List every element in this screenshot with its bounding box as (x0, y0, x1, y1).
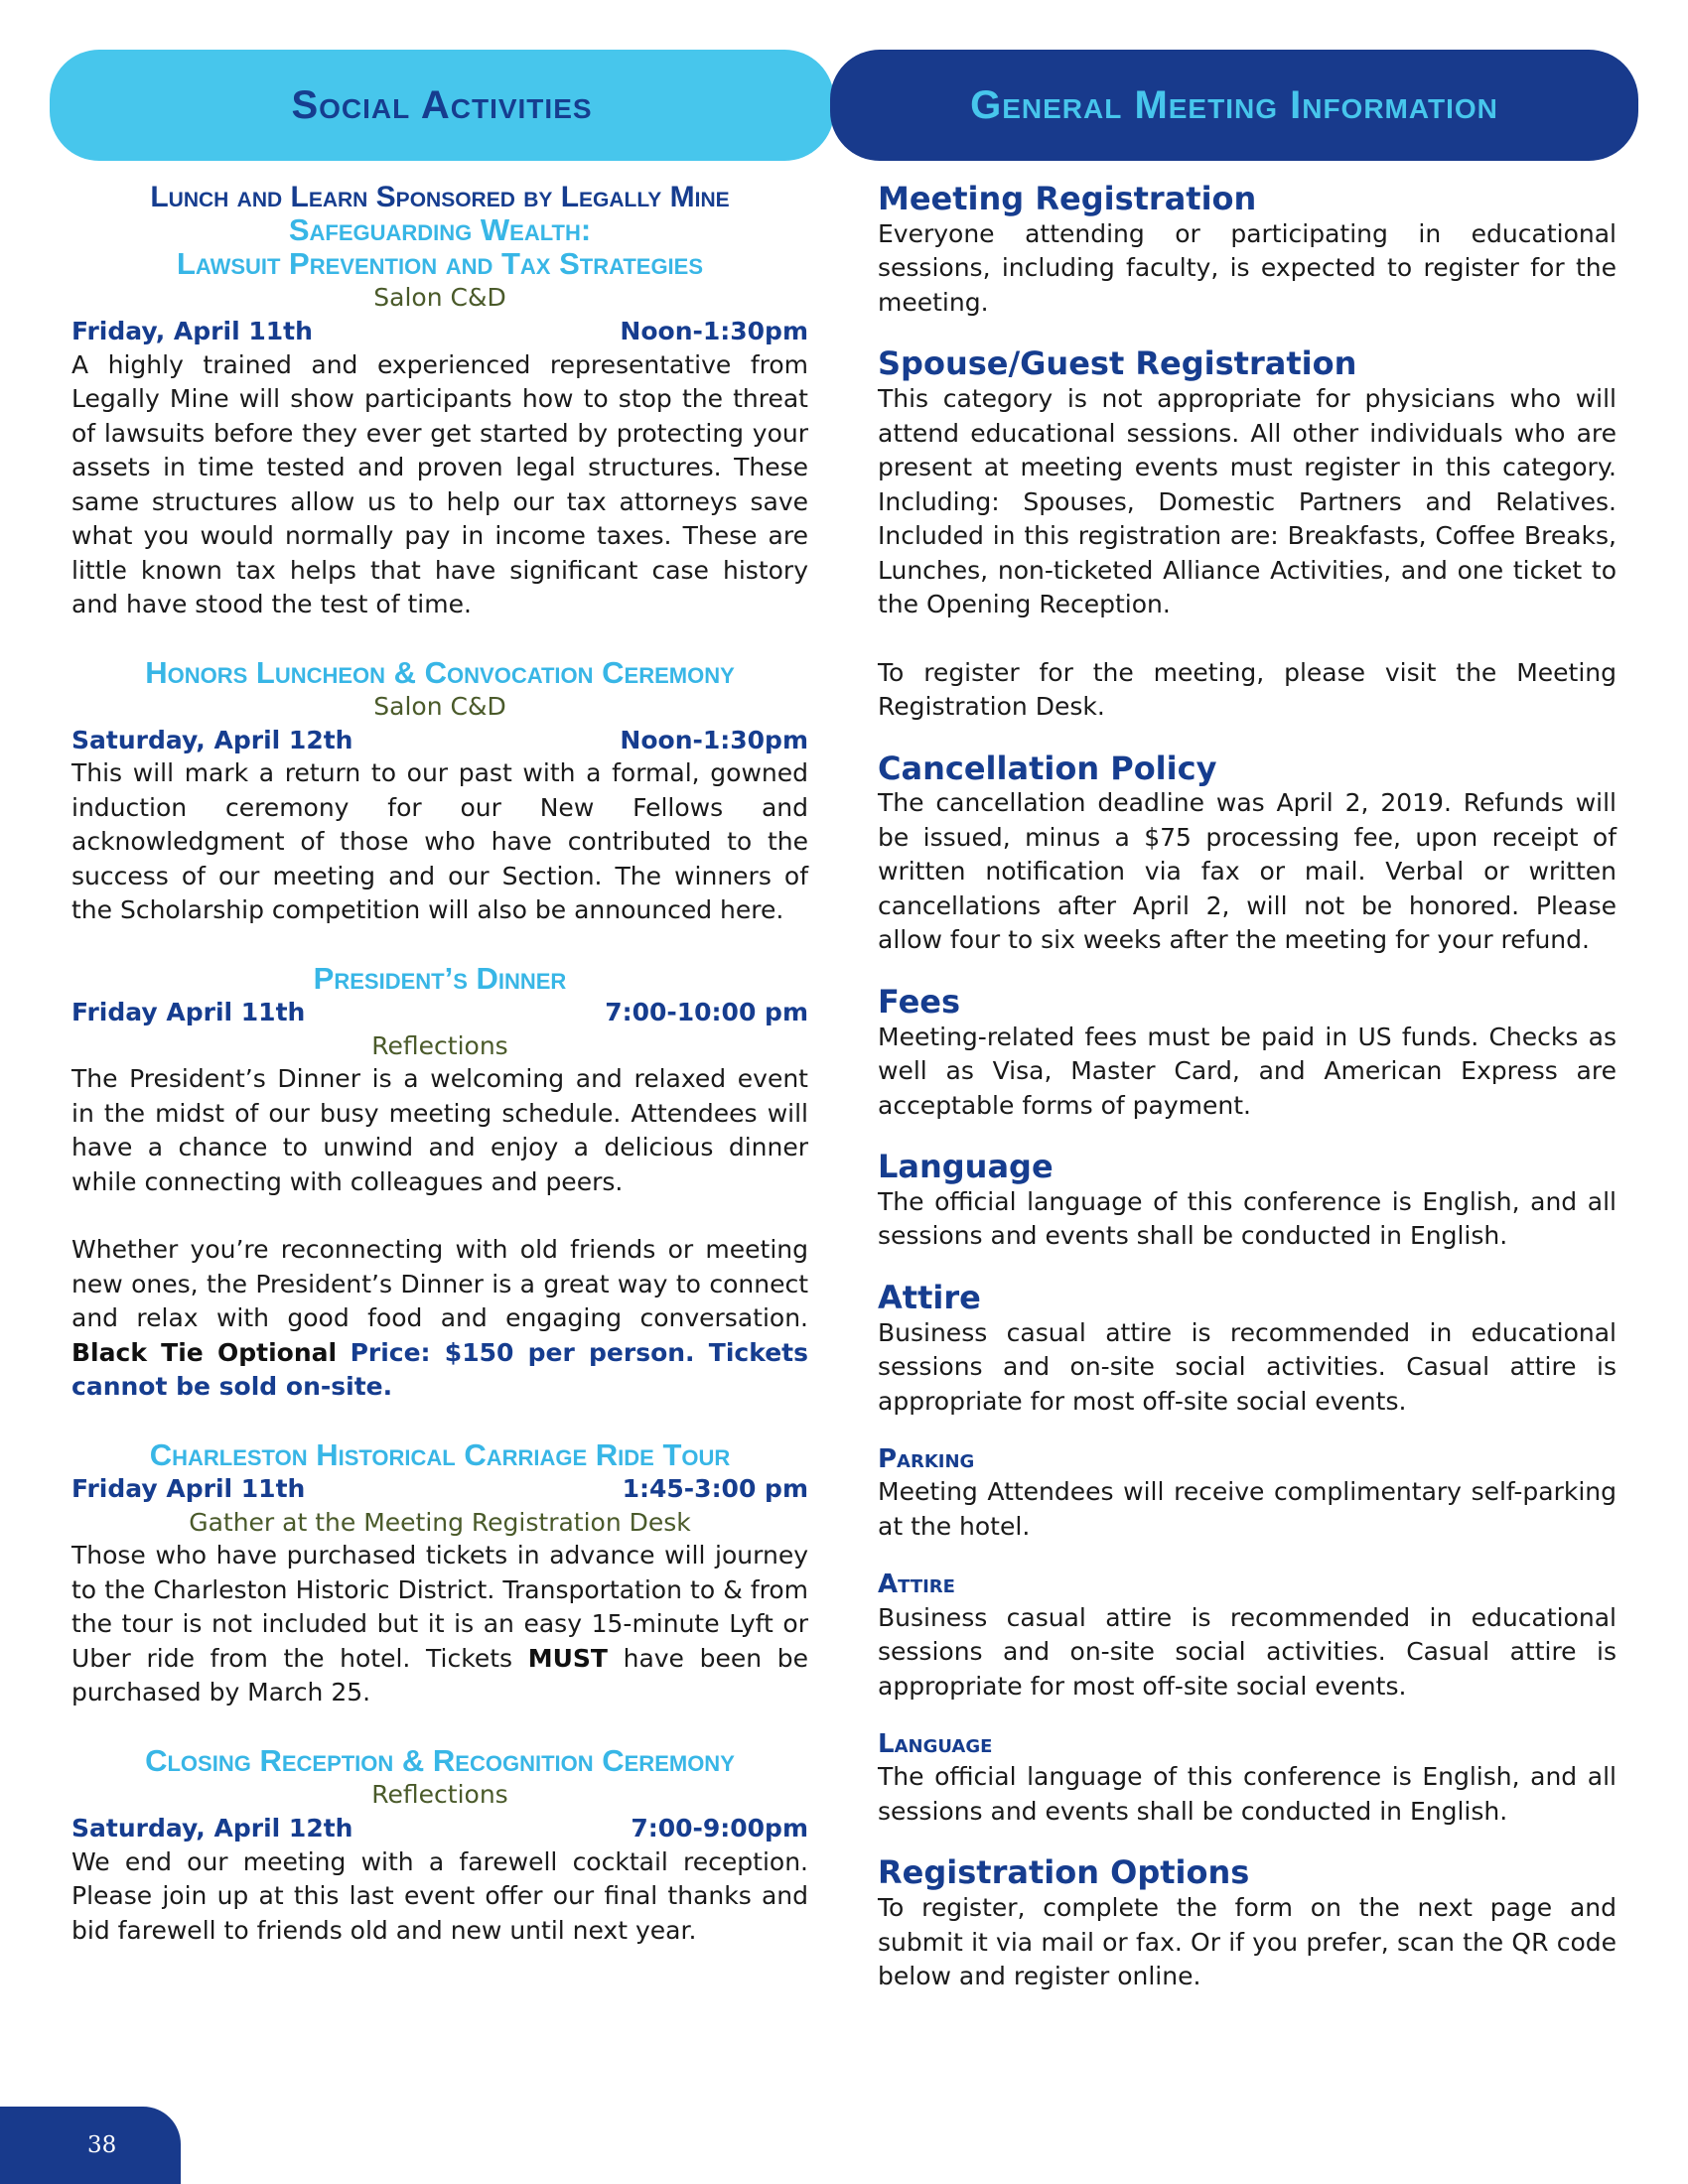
cancellation-section (878, 751, 1617, 958)
honors-datetime (71, 724, 808, 757)
closing-reception-section (71, 1744, 808, 1948)
honors-luncheon-section (71, 656, 808, 928)
attire-body: Business casual attire is recommended in educational sessions and on-site social activities. Casual attire is appropriate for most off-site social events. (878, 1317, 1617, 1416)
carriage-title: Charleston Historical Carriage Ride Tour (149, 1436, 731, 1472)
dinner-price: Price: $150 per person. Tickets cannot be sold on-site. (71, 1337, 808, 1402)
dinner-dress-code: Black Tie Optional (71, 1337, 338, 1367)
presidents-dinner-section (71, 962, 808, 1405)
closing-time: 7:00-9:00pm (631, 1813, 808, 1843)
attire-heading-2: Attire (878, 1570, 955, 1600)
language-heading: Language (878, 1148, 1054, 1186)
cancellation-heading: Cancellation Policy (878, 749, 1217, 787)
honors-venue: Salon C&D (373, 691, 506, 721)
meeting-registration-heading: Meeting Registration (878, 180, 1257, 217)
language-heading-2: Language (878, 1729, 993, 1760)
general-meeting-info-header: General Meeting Information (830, 50, 1638, 161)
carriage-time: 1:45-3:00 pm (622, 1473, 808, 1503)
page-number-tab (0, 2107, 181, 2184)
lunch-venue: Salon C&D (373, 283, 506, 313)
attire-heading: Attire (878, 1278, 981, 1316)
carriage-must: MUST (527, 1643, 608, 1673)
meeting-registration-body: Everyone attending or participating in educational sessions, including faculty, is expected to register for the meeting. (878, 218, 1617, 317)
fees-heading: Fees (878, 982, 961, 1021)
page-number: 38 (87, 2132, 117, 2158)
language-section-2 (878, 1729, 1617, 1829)
lunch-subtitle-1: Safeguarding Wealth: (288, 212, 592, 247)
general-info-column (878, 181, 1617, 2020)
lunch-datetime (71, 315, 808, 348)
lunch-body: A highly trained and experienced representative from Legally Mine will show participants how to stop the threat of lawsuits before they ever get started by protecting your assets in time tested and proven legal structures. These same structures allow us to help our tax attorneys save what you would normally pay in income taxes. These are little known tax helps that have significant case history and have stood the test of time. (71, 349, 808, 619)
lunch-day: Friday, April 11th (71, 316, 313, 345)
honors-time: Noon-1:30pm (620, 725, 808, 754)
attire-section (878, 1280, 1617, 1419)
carriage-tour-section (71, 1438, 808, 1710)
language-body-2: The official language of this conference is English, and all sessions and events shall be conducted in English. (878, 1762, 1617, 1826)
spouse-guest-section (878, 345, 1617, 724)
dinner-body-1: The President’s Dinner is a welcoming and relaxed event in the midst of our busy meeting schedule. Attendees will have a chance to unwind and enjoy a delicious dinner while connecting with colleagues and peers. (71, 1064, 808, 1196)
social-activities-header: Social Activities (50, 50, 834, 161)
attire-section-2 (878, 1570, 1617, 1704)
lunch-subtitle-2: Lawsuit Prevention and Tax Strategies (176, 246, 704, 282)
language-section (878, 1149, 1617, 1254)
spouse-guest-body: This category is not appropriate for physicians who will attend educational sessions. All other individuals who are present at meeting events must register in this category. Including: Spouses, Domestic Partners and Relatives. Included in this registration are: Breakfasts, Coffee Breaks, Lunches, non-ticketed Alliance Activities, and one ticket to the Opening Reception. (878, 384, 1617, 619)
meeting-registration-section (878, 181, 1617, 320)
dinner-datetime (71, 996, 808, 1029)
carriage-body (71, 1539, 808, 1710)
carriage-datetime (71, 1472, 808, 1506)
dinner-day: Friday April 11th (71, 997, 306, 1026)
closing-body: We end our meeting with a farewell cocktail reception. Please join up at this last event offer our final thanks and bid farewell to friends old and new until next year. (71, 1846, 808, 1945)
carriage-body-pre: Those who have purchased tickets in advance will journey to the Charleston Historic District. Transportation to & from the tour is not included but it is an easy 15-minute Lyft or Uber ride from the hotel. Tickets (71, 1541, 808, 1673)
dinner-title: President’s Dinner (313, 960, 567, 996)
closing-venue: Reflections (371, 1780, 508, 1810)
registration-options-body: To register, complete the form on the next page and submit it via mail or fax. Or if you prefer, scan the QR code below and register online. (878, 1893, 1617, 1991)
attire-body-2: Business casual attire is recommended in educational sessions and on-site social activities. Casual attire is appropriate for most off-site social events. (878, 1602, 1617, 1701)
carriage-venue: Gather at the Meeting Registration Desk (189, 1507, 691, 1537)
closing-title: Closing Reception & Recognition Ceremony (145, 1742, 735, 1778)
spouse-guest-body-2: To register for the meeting, please visit the Meeting Registration Desk. (878, 657, 1617, 722)
fees-section (878, 984, 1617, 1123)
honors-title: Honors Luncheon & Convocation Ceremony (145, 654, 735, 690)
parking-heading: Parking (878, 1444, 975, 1475)
dinner-venue: Reflections (371, 1030, 508, 1060)
cancellation-body: The cancellation deadline was April 2, 2019. Refunds will be issued, minus a $75 processing fee, upon receipt of written notification via fax or mail. Verbal or written cancellations after April 2, will not be honored. Please allow four to six weeks after the meeting for your refund. (878, 788, 1617, 955)
fees-body: Meeting-related fees must be paid in US funds. Checks as well as Visa, Master Card, and American Express are acceptable forms of payment. (878, 1022, 1617, 1120)
lunch-time: Noon-1:30pm (620, 316, 808, 345)
registration-options-heading: Registration Options (878, 1853, 1250, 1892)
closing-day: Saturday, April 12th (71, 1813, 353, 1843)
social-activities-column (71, 181, 808, 1981)
honors-day: Saturday, April 12th (71, 725, 353, 754)
parking-section (878, 1444, 1617, 1544)
lunch-and-learn-section (71, 181, 808, 622)
carriage-body-post: have been be purchased by March 25. (71, 1643, 808, 1707)
lunch-title: Lunch and Learn Sponsored by Legally Mine (150, 181, 730, 213)
parking-body: Meeting Attendees will receive complimentary self-parking at the hotel. (878, 1477, 1617, 1541)
closing-datetime (71, 1812, 808, 1845)
dinner-time: 7:00-10:00 pm (605, 997, 808, 1026)
carriage-day: Friday April 11th (71, 1473, 306, 1503)
dinner-body-2 (71, 1233, 808, 1405)
registration-options-section (878, 1854, 1617, 1993)
spouse-guest-heading: Spouse/Guest Registration (878, 344, 1357, 383)
honors-body: This will mark a return to our past with a formal, gowned induction ceremony for our New Fellows and acknowledgment of those who have contributed to the success of our meeting and our Section. The winners of the Scholarship competition will also be announced here. (71, 758, 808, 925)
language-body: The official language of this conference is English, and all sessions and events shall be conducted in English. (878, 1186, 1617, 1251)
dinner-body-2-text: Whether you’re reconnecting with old friends or meeting new ones, the President’s Dinner is a great way to connect and relax with good food and engaging conversation. (71, 1235, 808, 1333)
